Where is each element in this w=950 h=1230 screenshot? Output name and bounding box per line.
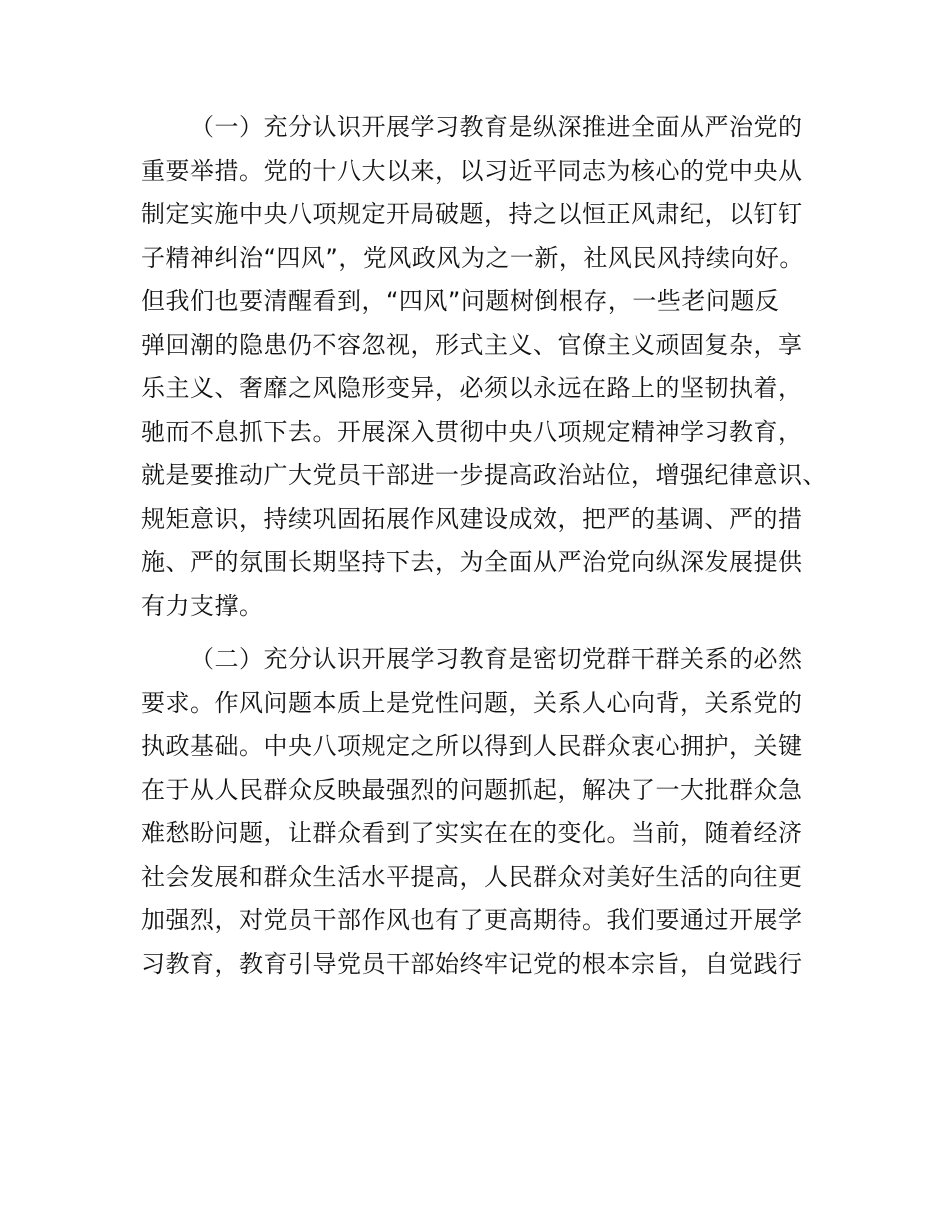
paragraph-2 [141,638,813,986]
paragraph-line: 施、严的氛围长期坚持下去，为全面从严治党向纵深发展提供 [141,548,803,576]
paragraph-line: 在于从人民群众反映最强烈的问题抓起，解决了一大批群众急 [141,775,803,804]
paragraph-line: 要求。作风问题本质上是党性问题，关系人心向背，关系党的 [141,688,803,717]
paragraph-line: 就是要推动广大党员干部进一步提高政治站位，增强纪律意识、 [141,461,827,489]
paragraph-1 [141,106,827,628]
paragraph-line: 乐主义、奢靡之风隐形变异，必须以永远在路上的坚韧执着， [141,374,803,402]
paragraph-line: 制定实施中央八项规定开局破题，持之以恒正风肃纪，以钉钉 [141,200,803,228]
paragraph-line: 驰而不息抓下去。开展深入贯彻中央八项规定精神学习教育， [141,417,803,446]
paragraph-line: （一）充分认识开展学习教育是纵深推进全面从严治党的 [190,113,803,141]
paragraph-line: 规矩意识，持续巩固拓展作风建设成效，把严的基调、严的措 [141,504,803,533]
document-body [141,106,827,986]
paragraph-line: 重要举措。党的十八大以来，以习近平同志为核心的党中央从 [141,156,803,185]
paragraph-line: 执政基础。中央八项规定之所以得到人民群众衷心拥护，关键 [141,732,803,760]
paragraph-line: （二）充分认识开展学习教育是密切党群干群关系的必然 [190,645,803,673]
paragraph-line: 社会发展和群众生活水平提高，人民群众对美好生活的向往更 [141,862,803,891]
paragraph-line: 有力支撑。 [141,591,264,620]
paragraph-line: 习教育，教育引导党员干部始终牢记党的根本宗旨，自觉践行 [141,949,803,978]
paragraph-line: 弹回潮的隐患仍不容忽视，形式主义、官僚主义顽固复杂，享 [141,330,803,359]
paragraph-line: 难愁盼问题，让群众看到了实实在在的变化。当前，随着经济 [141,819,803,847]
paragraph-line: 但我们也要清醒看到，“四风”问题树倒根存，一些老问题反 [141,287,780,315]
paragraph-line: 子精神纠治“四风”，党风政风为之一新，社风民风持续向好。 [141,243,804,272]
paragraph-spacer [141,628,813,638]
paragraph-line: 加强烈，对党员干部作风也有了更高期待。我们要通过开展学 [141,906,803,934]
